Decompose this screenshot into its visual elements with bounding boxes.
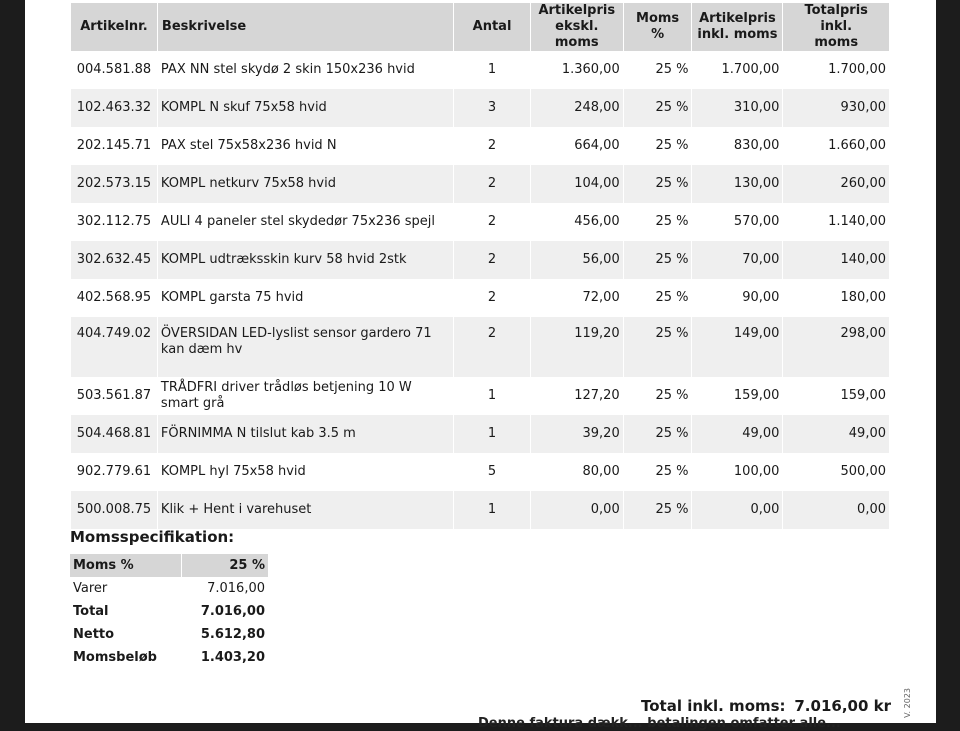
cell-article: 902.779.61	[76, 464, 152, 479]
cell-price-inc: 149,00	[692, 317, 782, 377]
cell-price-inc: 130,00	[692, 165, 782, 203]
cell-description: AULI 4 paneler stel skydedør 75x236 spejl	[160, 214, 435, 229]
cell-qty: 1	[487, 62, 497, 77]
vat-spec-row	[70, 577, 268, 600]
cell-price-ex: 0,00	[531, 491, 623, 529]
table-row	[71, 165, 889, 203]
vat-spec-header-value: 25 %	[181, 554, 268, 577]
table-row	[71, 377, 889, 415]
cell-total: 500,00	[840, 464, 886, 479]
cell-price-inc: 830,00	[733, 138, 780, 153]
vat-spec-row	[70, 646, 268, 669]
table-row	[71, 491, 889, 529]
cell-description: FÖRNIMMA N tilslut kab 3.5 m	[158, 415, 453, 453]
invoice-page	[25, 0, 936, 731]
vat-spec-label: Momsbeløb	[73, 650, 157, 665]
cell-article: 302.632.45	[71, 241, 157, 279]
vat-spec-label: Varer	[73, 581, 108, 596]
cell-vat: 25 %	[655, 62, 689, 77]
vat-spec-row	[70, 600, 268, 623]
cell-price-ex: 1.360,00	[561, 62, 620, 77]
cell-description: KOMPL hyl 75x58 hvid	[160, 464, 306, 479]
grand-total-label: Total inkl. moms:	[641, 697, 786, 715]
cell-vat: 25 %	[624, 415, 692, 453]
cell-description: ÖVERSIDAN LED-lyslist sensor gardero 71 kan dæm hv	[158, 317, 453, 377]
vat-spec-row	[70, 623, 268, 646]
grand-total-value: 7.016,00 kr	[794, 697, 891, 715]
table-row	[71, 127, 889, 165]
vat-spec-header-label: Moms %	[70, 554, 181, 577]
cell-total: 930,00	[783, 89, 889, 127]
header-total: Totalpris inkl. moms	[783, 3, 889, 51]
table-header-row	[71, 3, 889, 51]
version-note: V. 2023	[903, 688, 912, 718]
cell-price-inc: 90,00	[742, 290, 780, 305]
header-vat: Moms %	[624, 3, 692, 51]
vat-spec-value: 5.612,80	[200, 627, 265, 642]
cell-description: KOMPL netkurv 75x58 hvid	[158, 165, 453, 203]
cell-article: 500.008.75	[71, 491, 157, 529]
cell-total: 1.140,00	[828, 214, 886, 229]
header-article: Artikelnr.	[71, 3, 157, 51]
cell-price-inc: 70,00	[692, 241, 782, 279]
cell-price-inc: 570,00	[733, 214, 780, 229]
vat-spec-value: 1.403,20	[200, 650, 265, 665]
cell-description: PAX NN stel skydø 2 skin 150x236 hvid	[160, 62, 415, 77]
cell-qty: 2	[487, 138, 497, 153]
cell-vat: 25 %	[624, 241, 692, 279]
cell-total: 0,00	[783, 491, 889, 529]
cell-total: 260,00	[783, 165, 889, 203]
cell-price-ex: 248,00	[531, 89, 623, 127]
cell-qty: 2	[487, 214, 497, 229]
cell-price-ex: 39,20	[531, 415, 623, 453]
cell-article: 202.145.71	[76, 138, 152, 153]
cell-total: 1.700,00	[828, 62, 886, 77]
cell-vat: 25 %	[655, 388, 689, 403]
cell-qty: 2	[454, 317, 530, 377]
table-row	[71, 51, 889, 89]
cell-total: 49,00	[783, 415, 889, 453]
cell-vat: 25 %	[655, 464, 689, 479]
cell-description: KOMPL garsta 75 hvid	[160, 290, 304, 305]
header-description: Beskrivelse	[158, 3, 453, 51]
vat-spec-title: Momsspecifikation:	[70, 528, 235, 546]
cell-price-inc: 310,00	[692, 89, 782, 127]
cell-vat: 25 %	[655, 138, 689, 153]
cell-qty: 2	[454, 165, 530, 203]
cell-price-inc: 0,00	[692, 491, 782, 529]
cell-article: 404.749.02	[71, 317, 157, 377]
cell-total: 159,00	[840, 388, 886, 403]
cell-article: 302.112.75	[76, 214, 152, 229]
cell-price-ex: 80,00	[582, 464, 620, 479]
cell-vat: 25 %	[655, 214, 689, 229]
cell-price-ex: 127,20	[574, 388, 620, 403]
header-qty: Antal	[454, 3, 530, 51]
cell-total: 140,00	[783, 241, 889, 279]
cell-description: KOMPL udtræksskin kurv 58 hvid 2stk	[158, 241, 453, 279]
cell-price-ex: 56,00	[531, 241, 623, 279]
cell-price-inc: 159,00	[733, 388, 780, 403]
cell-price-ex: 72,00	[582, 290, 620, 305]
cell-price-inc: 1.700,00	[721, 62, 780, 77]
cell-vat: 25 %	[624, 491, 692, 529]
table-row	[71, 317, 889, 377]
cell-description: TRÅDFRI driver trådløs betjening 10 W smart grå	[160, 380, 412, 411]
vat-spec-label: Total	[73, 604, 109, 619]
vat-spec-table	[70, 554, 268, 669]
cell-price-ex: 119,20	[531, 317, 623, 377]
cell-price-ex: 456,00	[574, 214, 620, 229]
table-body	[71, 51, 889, 529]
cell-article: 102.463.32	[71, 89, 157, 127]
cell-vat: 25 %	[624, 89, 692, 127]
table-row	[71, 203, 889, 241]
header-price-ex: Artikelpris ekskl. moms	[531, 3, 623, 51]
cell-article: 402.568.95	[76, 290, 152, 305]
vat-spec-label: Netto	[73, 627, 115, 642]
vat-spec-value: 7.016,00	[207, 581, 265, 596]
table-row	[71, 89, 889, 127]
cell-qty: 5	[487, 464, 497, 479]
cell-vat: 25 %	[655, 290, 689, 305]
cell-article: 004.581.88	[76, 62, 152, 77]
cell-article: 503.561.87	[76, 388, 152, 403]
cell-price-ex: 104,00	[531, 165, 623, 203]
cell-price-ex: 664,00	[574, 138, 620, 153]
table-row	[71, 241, 889, 279]
header-price-inc: Artikelpris inkl. moms	[692, 3, 782, 51]
cell-article: 202.573.15	[71, 165, 157, 203]
invoice-items-table	[70, 3, 890, 529]
cell-price-inc: 100,00	[733, 464, 780, 479]
cell-total: 298,00	[783, 317, 889, 377]
cell-qty: 2	[487, 290, 497, 305]
cell-article: 504.468.81	[71, 415, 157, 453]
cell-total: 1.660,00	[828, 138, 886, 153]
cell-qty: 2	[454, 241, 530, 279]
cell-qty: 3	[454, 89, 530, 127]
cell-description: Klik + Hent i varehuset	[158, 491, 453, 529]
cell-description: PAX stel 75x58x236 hvid N	[160, 138, 337, 153]
cell-qty: 1	[454, 415, 530, 453]
cell-description: KOMPL N skuf 75x58 hvid	[158, 89, 453, 127]
table-row	[71, 279, 889, 317]
cell-vat: 25 %	[624, 165, 692, 203]
table-row	[71, 453, 889, 491]
cell-vat: 25 %	[624, 317, 692, 377]
table-row	[71, 415, 889, 453]
footer-note: Denne faktura dækk... betalingen omfatter alle...	[478, 716, 841, 731]
cell-qty: 1	[487, 388, 497, 403]
vat-spec-header	[70, 554, 268, 577]
cell-qty: 1	[454, 491, 530, 529]
cell-price-inc: 49,00	[692, 415, 782, 453]
vat-spec-value: 7.016,00	[200, 604, 265, 619]
cell-total: 180,00	[840, 290, 886, 305]
